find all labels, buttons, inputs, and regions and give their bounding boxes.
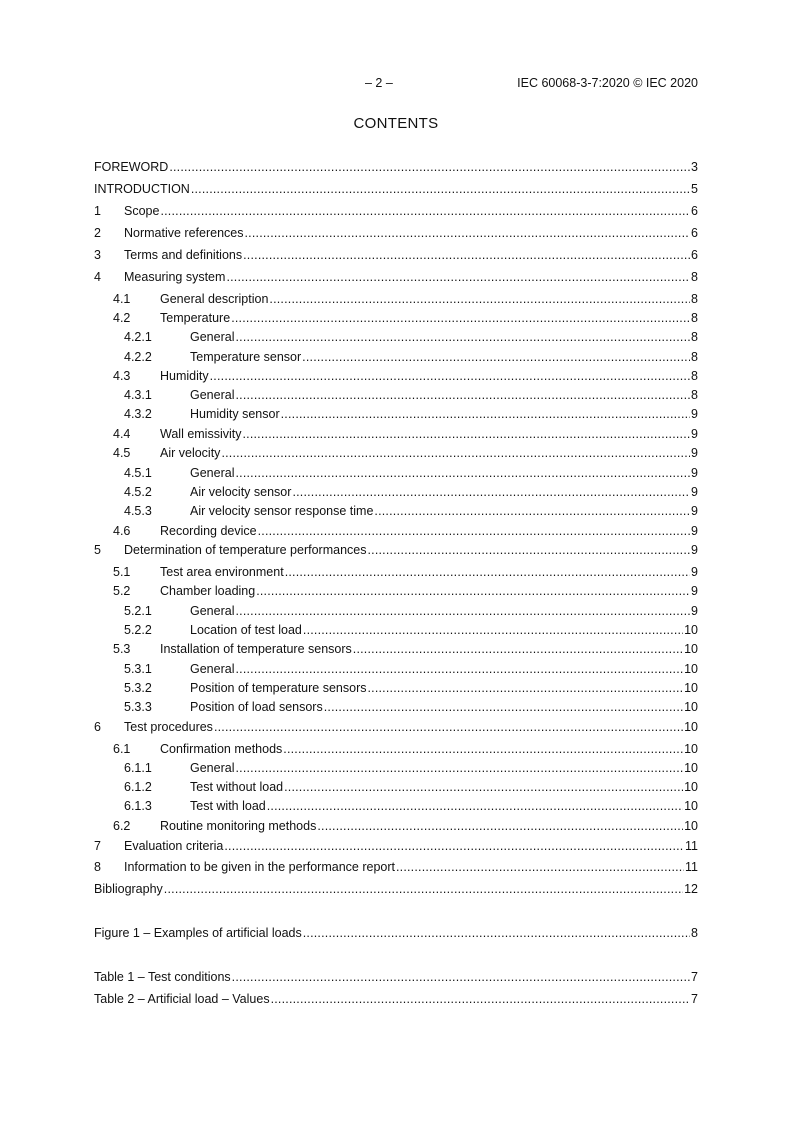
toc-entry-page-number: 9 bbox=[691, 466, 698, 480]
toc-entry[interactable] bbox=[94, 838, 698, 854]
toc-entry-page-number: 9 bbox=[691, 524, 698, 538]
toc-entry-page-number: 8 bbox=[691, 350, 698, 364]
toc-dot-leader bbox=[224, 838, 684, 854]
toc-entry-number: 5.2.1 bbox=[124, 604, 152, 618]
toc-entry-page-number: 8 bbox=[691, 926, 698, 940]
toc-entry-number: 7 bbox=[94, 839, 101, 853]
toc-entry[interactable] bbox=[94, 349, 698, 365]
page-header bbox=[94, 76, 698, 92]
toc-entry[interactable] bbox=[94, 329, 698, 345]
toc-entry[interactable] bbox=[94, 760, 698, 776]
toc-entry[interactable] bbox=[94, 661, 698, 677]
toc-dot-leader bbox=[232, 969, 690, 985]
toc-entry-label: Confirmation methods bbox=[160, 742, 283, 756]
toc-entry[interactable] bbox=[94, 465, 698, 481]
toc-dot-leader bbox=[235, 465, 690, 481]
toc-entry-label: General bbox=[190, 761, 235, 775]
toc-entry-number: 5.3 bbox=[113, 642, 131, 656]
toc-entry-number: 4.3.1 bbox=[124, 388, 152, 402]
toc-entry-label: General bbox=[190, 662, 235, 676]
toc-entry[interactable] bbox=[94, 426, 698, 442]
toc-entry[interactable] bbox=[94, 680, 698, 696]
toc-entry-number: 5.3.1 bbox=[124, 662, 152, 676]
toc-entry-label: Humidity sensor bbox=[190, 407, 280, 421]
toc-entry[interactable] bbox=[94, 991, 698, 1007]
toc-entry-number: 5.3.2 bbox=[124, 681, 152, 695]
toc-entry-label: INTRODUCTION bbox=[94, 182, 190, 196]
toc-entry-label: General description bbox=[160, 292, 269, 306]
toc-entry[interactable] bbox=[94, 699, 698, 715]
toc-entry-page-number: 9 bbox=[691, 543, 698, 557]
toc-entry-page-number: 10 bbox=[684, 819, 698, 833]
toc-entry-label: Position of temperature sensors bbox=[190, 681, 367, 695]
toc-entry-page-number: 8 bbox=[691, 330, 698, 344]
toc-entry[interactable] bbox=[94, 291, 698, 307]
toc-entry[interactable] bbox=[94, 622, 698, 638]
toc-entry[interactable] bbox=[94, 368, 698, 384]
toc-entry-number: 6.1.1 bbox=[124, 761, 152, 775]
toc-entry-label: General bbox=[190, 604, 235, 618]
toc-dot-leader bbox=[303, 925, 690, 941]
toc-dot-leader bbox=[367, 542, 690, 558]
toc-entry-page-number: 7 bbox=[691, 970, 698, 984]
document-identifier: IEC 60068-3-7:2020 © IEC 2020 bbox=[517, 76, 698, 90]
toc-entry-number: 4.6 bbox=[113, 524, 131, 538]
toc-entry-label: FOREWORD bbox=[94, 160, 169, 174]
toc-entry-number: 4.5.1 bbox=[124, 466, 152, 480]
toc-dot-leader bbox=[292, 484, 690, 500]
toc-entry-number: 6.1.2 bbox=[124, 780, 152, 794]
toc-entry-page-number: 6 bbox=[691, 248, 698, 262]
toc-entry-label: Wall emissivity bbox=[160, 427, 242, 441]
toc-entry-page-number: 10 bbox=[684, 720, 698, 734]
toc-entry[interactable] bbox=[94, 181, 698, 197]
toc-entry-number: 4.3 bbox=[113, 369, 131, 383]
toc-entry[interactable] bbox=[94, 225, 698, 241]
toc-entry-label: Temperature sensor bbox=[190, 350, 302, 364]
toc-entry-label: Normative references bbox=[124, 226, 244, 240]
toc-dot-leader bbox=[235, 387, 690, 403]
toc-entry[interactable] bbox=[94, 583, 698, 599]
toc-entry[interactable] bbox=[94, 269, 698, 285]
toc-entry-page-number: 9 bbox=[691, 584, 698, 598]
toc-entry-page-number: 10 bbox=[684, 642, 698, 656]
toc-entry-label: Figure 1 – Examples of artificial loads bbox=[94, 926, 302, 940]
toc-entry[interactable] bbox=[94, 247, 698, 263]
toc-entry-label: Air velocity bbox=[160, 446, 221, 460]
toc-entry-label: Terms and definitions bbox=[124, 248, 243, 262]
toc-entry[interactable] bbox=[94, 159, 698, 175]
toc-dot-leader bbox=[374, 503, 690, 519]
contents-title: CONTENTS bbox=[353, 115, 439, 132]
toc-entry-label: Recording device bbox=[160, 524, 257, 538]
toc-dot-leader bbox=[267, 798, 683, 814]
toc-entry[interactable] bbox=[94, 881, 698, 897]
toc-entry-label: Scope bbox=[124, 204, 160, 218]
toc-entry[interactable] bbox=[94, 603, 698, 619]
toc-entry-number: 4.5.3 bbox=[124, 504, 152, 518]
toc-entry-label: Table 2 – Artificial load – Values bbox=[94, 992, 270, 1006]
toc-dot-leader bbox=[303, 622, 683, 638]
toc-entry-label: Location of test load bbox=[190, 623, 302, 637]
toc-dot-leader bbox=[302, 349, 690, 365]
toc-dot-leader bbox=[160, 203, 690, 219]
toc-dot-leader bbox=[164, 881, 683, 897]
toc-entry[interactable] bbox=[94, 310, 698, 326]
toc-entry[interactable] bbox=[94, 484, 698, 500]
toc-entry-number: 5.3.3 bbox=[124, 700, 152, 714]
toc-dot-leader bbox=[256, 583, 690, 599]
toc-entry-number: 6.1.3 bbox=[124, 799, 152, 813]
toc-entry-number: 4.4 bbox=[113, 427, 131, 441]
toc-entry-number: 3 bbox=[94, 248, 101, 262]
toc-dot-leader bbox=[243, 247, 690, 263]
toc-entry[interactable] bbox=[94, 503, 698, 519]
toc-entry-page-number: 8 bbox=[691, 388, 698, 402]
toc-dot-leader bbox=[191, 181, 690, 197]
toc-entry[interactable] bbox=[94, 818, 698, 834]
toc-dot-leader bbox=[210, 368, 690, 384]
toc-entry-number: 8 bbox=[94, 860, 101, 874]
toc-entry-page-number: 12 bbox=[684, 882, 698, 896]
toc-dot-leader bbox=[258, 523, 690, 539]
toc-entry-page-number: 8 bbox=[691, 311, 698, 325]
toc-entry-label: Test procedures bbox=[124, 720, 213, 734]
toc-dot-leader bbox=[245, 225, 691, 241]
toc-entry-number: 6 bbox=[94, 720, 101, 734]
toc-entry-page-number: 8 bbox=[691, 292, 698, 306]
toc-entry-number: 4.3.2 bbox=[124, 407, 152, 421]
toc-entry-page-number: 7 bbox=[691, 992, 698, 1006]
toc-entry-page-number: 6 bbox=[691, 226, 698, 240]
toc-entry-page-number: 10 bbox=[684, 780, 698, 794]
toc-entry-number: 5 bbox=[94, 543, 101, 557]
toc-entry-page-number: 8 bbox=[691, 369, 698, 383]
toc-dot-leader bbox=[271, 991, 690, 1007]
toc-dot-leader bbox=[226, 269, 690, 285]
toc-entry-label: General bbox=[190, 388, 235, 402]
toc-entry-label: Test with load bbox=[190, 799, 266, 813]
toc-dot-leader bbox=[353, 641, 683, 657]
toc-entry[interactable] bbox=[94, 798, 698, 814]
toc-entry-page-number: 9 bbox=[691, 504, 698, 518]
toc-entry-label: Temperature bbox=[160, 311, 231, 325]
toc-entry-label: Position of load sensors bbox=[190, 700, 323, 714]
toc-entry[interactable] bbox=[94, 523, 698, 539]
toc-entry-label: Routine monitoring methods bbox=[160, 819, 317, 833]
toc-entry-page-number: 10 bbox=[684, 623, 698, 637]
toc-entry-page-number: 11 bbox=[685, 860, 698, 874]
toc-entry[interactable] bbox=[94, 779, 698, 795]
toc-entry-label: Information to be given in the performance report bbox=[124, 860, 395, 874]
toc-entry-label: Air velocity sensor bbox=[190, 485, 292, 499]
toc-entry[interactable] bbox=[94, 925, 698, 941]
toc-entry-label: Humidity bbox=[160, 369, 209, 383]
toc-entry-number: 4.2 bbox=[113, 311, 131, 325]
toc-entry-page-number: 9 bbox=[691, 446, 698, 460]
toc-entry-page-number: 10 bbox=[684, 799, 698, 813]
toc-entry[interactable] bbox=[94, 859, 698, 875]
toc-entry-number: 4.2.1 bbox=[124, 330, 152, 344]
toc-entry-label: Installation of temperature sensors bbox=[160, 642, 352, 656]
toc-dot-leader bbox=[284, 779, 683, 795]
toc-entry-page-number: 9 bbox=[691, 427, 698, 441]
toc-entry-label: Air velocity sensor response time bbox=[190, 504, 374, 518]
toc-entry-number: 4.5.2 bbox=[124, 485, 152, 499]
toc-entry[interactable] bbox=[94, 741, 698, 757]
toc-entry[interactable] bbox=[94, 406, 698, 422]
toc-dot-leader bbox=[235, 603, 690, 619]
toc-dot-leader bbox=[169, 159, 690, 175]
toc-entry-number: 1 bbox=[94, 204, 101, 218]
toc-dot-leader bbox=[235, 760, 683, 776]
toc-entry-number: 5.1 bbox=[113, 565, 131, 579]
toc-entry-page-number: 10 bbox=[684, 681, 698, 695]
toc-entry-number: 4 bbox=[94, 270, 101, 284]
toc-entry-page-number: 11 bbox=[685, 839, 698, 853]
toc-dot-leader bbox=[269, 291, 690, 307]
toc-entry[interactable] bbox=[94, 203, 698, 219]
toc-entry-page-number: 8 bbox=[691, 270, 698, 284]
toc-entry-page-number: 10 bbox=[684, 662, 698, 676]
toc-entry-number: 5.2 bbox=[113, 584, 131, 598]
toc-entry-number: 4.2.2 bbox=[124, 350, 152, 364]
toc-dot-leader bbox=[317, 818, 683, 834]
toc-entry-number: 4.1 bbox=[113, 292, 131, 306]
toc-entry[interactable] bbox=[94, 564, 698, 580]
toc-entry[interactable] bbox=[94, 641, 698, 657]
toc-entry-label: Determination of temperature performances bbox=[124, 543, 367, 557]
toc-entry[interactable] bbox=[94, 542, 698, 558]
toc-entry-page-number: 5 bbox=[691, 182, 698, 196]
toc-entry[interactable] bbox=[94, 969, 698, 985]
toc-entry-page-number: 10 bbox=[684, 700, 698, 714]
toc-entry-label: Table 1 – Test conditions bbox=[94, 970, 231, 984]
toc-entry-page-number: 10 bbox=[684, 742, 698, 756]
toc-dot-leader bbox=[367, 680, 683, 696]
toc-entry-label: Chamber loading bbox=[160, 584, 256, 598]
toc-entry-number: 6.2 bbox=[113, 819, 131, 833]
toc-entry-label: General bbox=[190, 330, 235, 344]
toc-dot-leader bbox=[221, 445, 690, 461]
toc-entry-page-number: 9 bbox=[691, 604, 698, 618]
toc-entry[interactable] bbox=[94, 719, 698, 735]
toc-dot-leader bbox=[231, 310, 690, 326]
toc-entry-page-number: 9 bbox=[691, 565, 698, 579]
toc-entry-number: 4.5 bbox=[113, 446, 131, 460]
toc-entry-label: Measuring system bbox=[124, 270, 226, 284]
toc-dot-leader bbox=[324, 699, 683, 715]
toc-entry-number: 2 bbox=[94, 226, 101, 240]
toc-dot-leader bbox=[235, 661, 683, 677]
toc-dot-leader bbox=[396, 859, 684, 875]
toc-entry-label: Test without load bbox=[190, 780, 284, 794]
toc-entry-label: Evaluation criteria bbox=[124, 839, 224, 853]
toc-dot-leader bbox=[235, 329, 690, 345]
toc-entry-label: General bbox=[190, 466, 235, 480]
toc-dot-leader bbox=[214, 719, 683, 735]
toc-dot-leader bbox=[285, 564, 690, 580]
toc-entry-page-number: 9 bbox=[691, 485, 698, 499]
toc-entry-number: 6.1 bbox=[113, 742, 131, 756]
toc-dot-leader bbox=[283, 741, 683, 757]
toc-entry-page-number: 9 bbox=[691, 407, 698, 421]
toc-entry-page-number: 6 bbox=[691, 204, 698, 218]
toc-entry[interactable] bbox=[94, 387, 698, 403]
toc-entry[interactable] bbox=[94, 445, 698, 461]
toc-entry-page-number: 10 bbox=[684, 761, 698, 775]
toc-entry-label: Bibliography bbox=[94, 882, 163, 896]
page-number: – 2 – bbox=[365, 76, 393, 90]
toc-dot-leader bbox=[281, 406, 690, 422]
toc-entry-page-number: 3 bbox=[691, 160, 698, 174]
toc-entry-label: Test area environment bbox=[160, 565, 284, 579]
toc-dot-leader bbox=[242, 426, 690, 442]
toc-entry-number: 5.2.2 bbox=[124, 623, 152, 637]
